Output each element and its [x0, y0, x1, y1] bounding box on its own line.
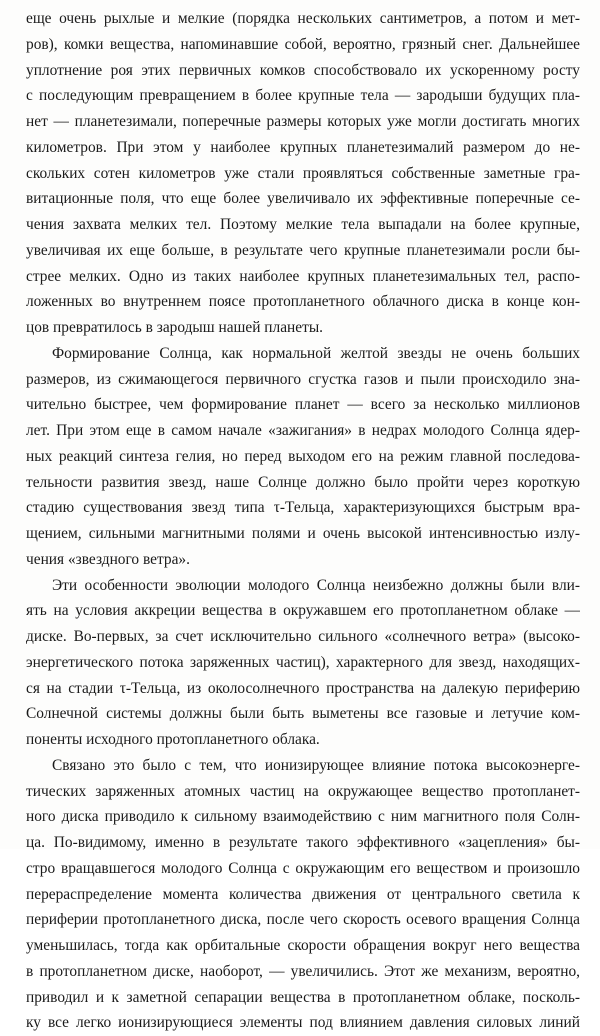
text-line: нет — планетезимали, поперечные размеры которых уже могли достигать многих: [26, 113, 580, 130]
text-line: Формирование Солнца, как нормальной желтой звезды не очень больших: [52, 344, 580, 362]
paragraph: [26, 753, 580, 1036]
text-line: ных реакций синтеза гелия, но перед выходом его на режим главной последова-: [26, 447, 580, 465]
text-line: ца. По-видимому, именно в результате такого эффективного «зацепления» бы-: [26, 834, 580, 851]
text-line: чительно быстрее, чем формирование планет — всего за несколько миллионов: [26, 396, 580, 414]
text-line: уплотнение роя этих первичных комков способствовало их ускоренному росту: [26, 61, 580, 79]
text-line: ку все легко ионизирующиеся элементы под влиянием давления силовых линий: [26, 1014, 580, 1032]
text-line: приводил и к заметной сепарации вещества в протопланетном облаке, посколь-: [26, 988, 580, 1006]
text-line: еще очень рыхлые и мелкие (порядка нескольких сантиметров, а потом и мет-: [26, 10, 580, 27]
paragraph: [26, 6, 580, 341]
text-line: перераспределение момента количества движения от центрального светила к: [26, 885, 580, 903]
text-line: размеров, из сжимающегося первичного сгустка газов и пыли происходило зна-: [26, 370, 580, 388]
text-line: Связано это было с тем, что ионизирующее влияние потока высокоэнерге-: [52, 756, 580, 774]
text-line: километров. При этом у наиболее крупных планетезималий размером до не-: [26, 138, 580, 156]
text-line: увеличивая их еще больше, в результате чего крупные планетезимали росли бы-: [26, 241, 580, 259]
text-line: чения захвата мелких тел. Поэтому мелкие тела выпадали на более крупные,: [26, 216, 580, 233]
text-line: в протопланетном диске, наоборот, — увеличились. Этот же механизм, вероятно,: [26, 962, 580, 980]
text-line: витационные поля, что еще более увеличивало их эффективные поперечные се-: [26, 190, 580, 208]
body-text: [26, 6, 580, 1036]
text-line: лет. При этом еще в самом начале «зажигания» в недрах молодого Солнца ядер-: [26, 422, 580, 439]
paragraph: [26, 573, 580, 753]
text-line: ложенных во внутреннем поясе протопланетного облачного диска в конце кон-: [26, 293, 580, 311]
text-line: поненты исходного протопланетного облака.: [26, 731, 320, 748]
text-line: стадию существования звезд типа τ-Тельца, характеризующихся быстрым вра-: [26, 499, 580, 517]
paragraph: [26, 341, 580, 573]
text-line: тических заряженных атомных частиц на окружающее вещество протопланет-: [26, 782, 580, 800]
text-line: ров), комки вещества, напоминавшие собой, вероятно, грязный снег. Дальнейшее: [26, 35, 580, 53]
text-line: щением, сильными магнитными полями и очень высокой интенсивностью излу-: [26, 525, 580, 542]
text-line: стрее мелких. Одно из таких наиболее крупных планетезимальных тел, распо-: [26, 267, 580, 285]
text-line: ного диска приводило к сильному взаимодействию с ним магнитного поля Солн-: [26, 808, 580, 826]
text-line: Солнечной системы должны были быть выметены все газовые и летучие ком-: [26, 705, 580, 723]
text-line: ять на условия аккреции вещества в окружавшем его протопланетном облаке —: [26, 602, 580, 620]
text-line: скольких сотен километров уже стали проявляться собственные заметные гра-: [26, 164, 580, 182]
text-line: тельности развития звезд, наше Солнце должно было пройти через короткую: [26, 473, 580, 491]
text-line: стро вращавшегося молодого Солнца с окружающим его веществом и произошло: [26, 859, 580, 877]
text-line: энергетического потока заряженных частиц), характерного для звезд, находящих-: [26, 653, 580, 671]
text-line: Эти особенности эволюции молодого Солнца неизбежно должны были вли-: [52, 576, 580, 594]
text-line: периферии протопланетного диска, после чего скорость осевого вращения Солнца: [26, 911, 580, 929]
text-line: уменьшилась, тогда как орбитальные скорости обращения вокруг него вещества: [26, 937, 580, 954]
text-line: диске. Во-первых, за счет исключительно сильного «солнечного ветра» (высоко-: [26, 628, 580, 645]
text-line: цов превратилось в зародыш нашей планеты.: [26, 319, 324, 336]
text-line: с последующим превращением в более крупные тела — зародыши будущих пла-: [26, 87, 580, 105]
text-line: ся на стадии τ-Тельца, из околосолнечного пространства на далекую периферию: [26, 679, 580, 697]
text-line: чения «звездного ветра».: [26, 550, 190, 568]
